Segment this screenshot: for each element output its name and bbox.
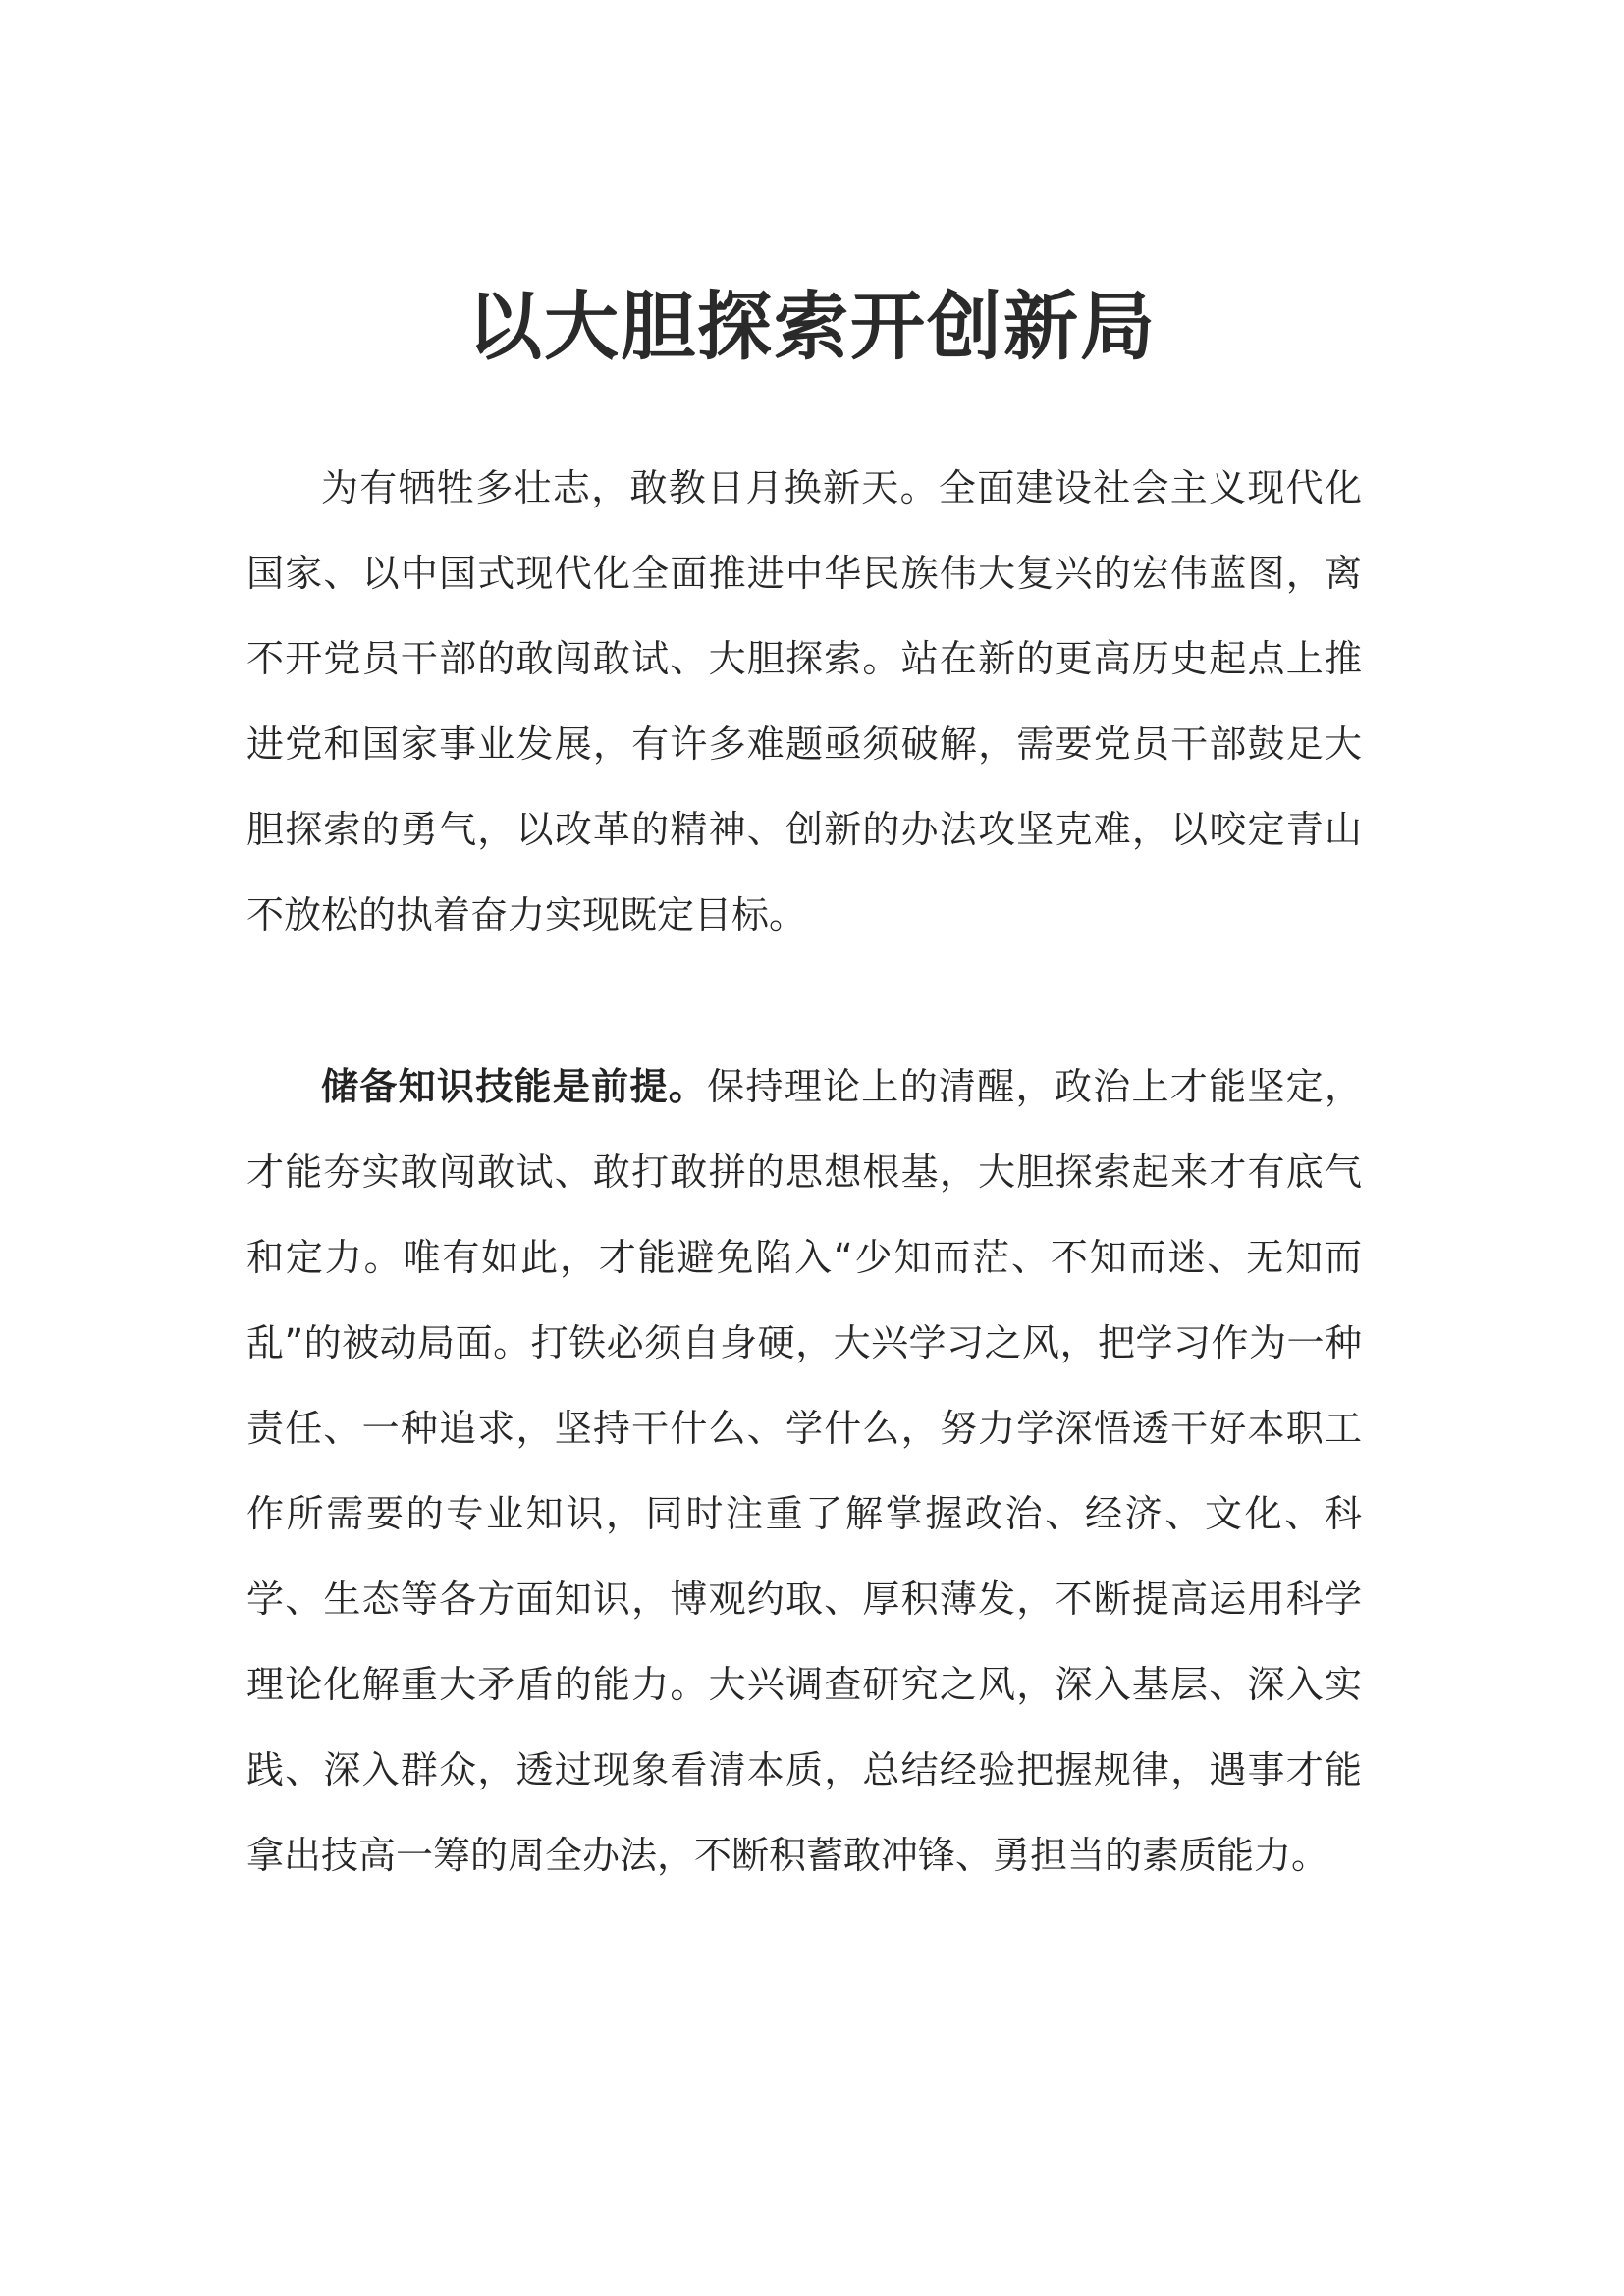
paragraph-1 (246, 446, 1362, 958)
paragraph-2 (246, 1044, 1362, 1898)
paragraph-2-lead: 储备知识技能是前提。 (321, 1065, 708, 1108)
paragraph-1-text: 为有牺牲多壮志，敢教日月换新天。全面建设社会主义现代化国家、以中国式现代化全面推进中华民族伟大复兴的宏伟蓝图，离不开党员干部的敢闯敢试、大胆探索。站在新的更高历史起点上推进党和国家事业发展，有许多难题亟须破解，需要党员干部鼓足大胆探索的勇气，以改革的精神、创新的办法攻坚克难，以咬定青山不放松的执着奋力实现既定目标。 (246, 466, 1362, 936)
document-title: 以大胆探索开创新局 (467, 283, 1157, 370)
paragraph-2-text: 保持理论上的清醒，政治上才能坚定，才能夯实敢闯敢试、敢打敢拼的思想根基，大胆探索起来才有底气和定力。唯有如此，才能避免陷入“少知而茫、不知而迷、无知而乱”的被动局面。打铁必须自身硬，大兴学习之风，把学习作为一种责任、一种追求，坚持干什么、学什么，努力学深悟透干好本职工作所需要的专业知识，同时注重了解掌握政治、经济、文化、科学、生态等各方面知识，博观约取、厚积薄发，不断提高运用科学理论化解重大矛盾的能力。大兴调查研究之风，深入基层、深入实践、深入群众，透过现象看清本质，总结经验把握规律，遇事才能拿出技高一筹的周全办法，不断积蓄敢冲锋、勇担当的素质能力。 (246, 1065, 1362, 1877)
